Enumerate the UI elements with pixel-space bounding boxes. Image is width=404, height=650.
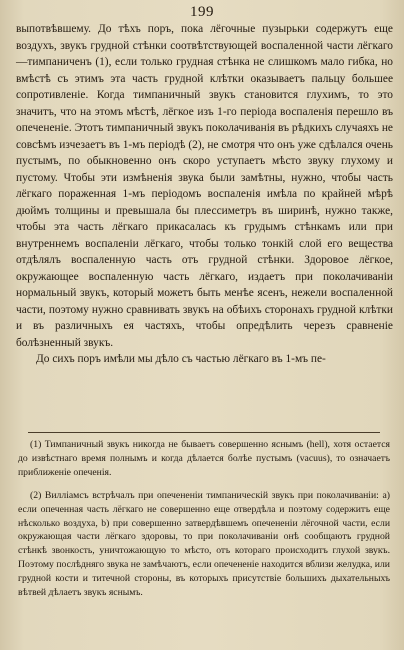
footnote-1: (1) Тимпаничный звукъ никогда не бываетъ совершенно яснымъ (hell), хотя остается до извѣстнаго время полнымъ и когда дѣлается болѣе пустымъ (vacuus), то означаетъ приближеніе опеченія. [18, 439, 390, 478]
body-paragraph-1: выпотвѣвшему. До тѣхъ поръ, пока лёгочные пузырьки содержутъ еще воздухъ, звукъ грудной стѣнки соотвѣтствующей воспаленной части лёгкаго—тимпаниченъ (1), если только грудная стѣнка не слишкомъ мало гибка, но вмѣстѣ съ этимъ эта часть грудной клѣтки оказываетъ пальцу большее сопротивленіе. Когда тимпаничный звукъ становится глухимъ, то это значитъ, что на этомъ мѣстѣ, лёгкое изъ 1-го періода воспаленія перешло въ опечененіе. Этотъ тимпаничный звукъ поколачиванія въ рѣдкихъ случаяхъ не совсѣмъ изчезаетъ въ 1-мъ періодѣ (2), не смотря что онъ уже сдѣлался очень пустымъ, по обыкновенно онъ скоро уступаетъ мѣсто звуку глухому и пустому. Чтобы эти измѣненія звука были замѣтны, нужно, чтобы часть лёгкаго пораженная 1-мъ періодомъ воспаленія имѣла по крайней мѣрѣ дюймъ толщины и превышала бы плессиметръ въ ширинѣ, нужно также, чтобы эта часть лёгкаго прикасалась къ грудымъ стѣнкамъ или при внутреннемъ воспаленіи лёгкаго, чтобы только тонкій слой его вещества отдѣлялъ воспаленную часть отъ грудной стѣнки. Здоровое лёгкое, окружающее воспаленную часть лёгкаго, издаетъ при поколачиваніи нормальный звукъ, который можетъ быть менѣе ясенъ, нежели воспаленной части, поэтому нужно сравнивать звукъ на обѣихъ сторонахъ грудной клѣтки и въ различныхъ ея частяхъ, чтобы опредѣлить черезъ сравненіе болѣзненный звукъ. [16, 23, 393, 349]
body-paragraph-2: До сихъ поръ имѣли мы дѣло съ частью лёгкаго въ 1-мъ пе- [36, 353, 326, 365]
footnotes [18, 438, 390, 600]
page-number: 199 [190, 4, 214, 20]
main-text [16, 21, 393, 368]
footnote-divider [28, 432, 380, 433]
footnote-2: (2) Вилліамсъ встрѣчалъ при опечененіи тимпаническій звукъ при поколачиваніи: а) если опеченная часть лёгкаго не совершенно еще отвердѣла и поэтому содержитъ еще нѣсколько воздуха, b) при совершенно затвердѣвшемъ опечененіи лёгочной части, если окружающая части лёгкаго здоровы, то при поколачиваніи онѣ сообщаютъ грудной стѣнкѣ звонкость, уничтожающую то мѣсто, отъ котораго происходитъ глухой звукъ. Поэтому послѣдняго звука не замѣчаютъ, если опечененіе находится вблизи желудка, или грудной кости и титечной стороны, въ которыхъ присутствіе большихъ дыхательныхъ вѣтвей дѣлаетъ звукъ яснымъ. [18, 489, 390, 599]
